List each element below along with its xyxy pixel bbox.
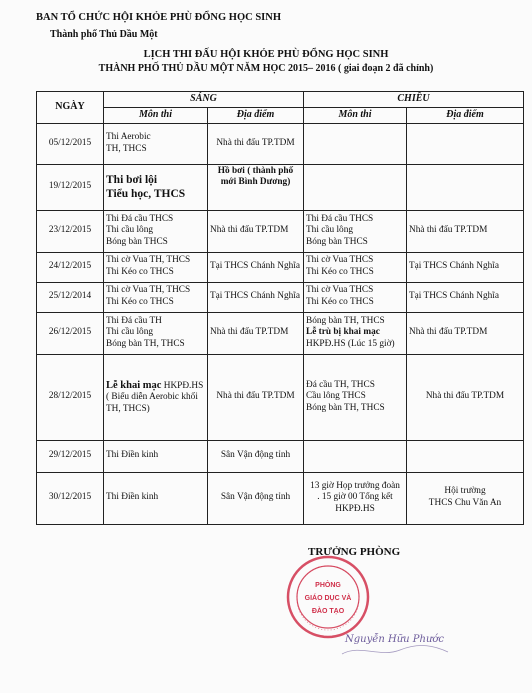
- afternoon-subject: 13 giờ Họp trưởng đoàn . 15 giờ 00 Tổng kết HKPĐ.HS: [304, 472, 407, 524]
- morning-subject: Thi Đá cầu THCS Thi cầu lông Bóng bàn THCS: [104, 210, 208, 252]
- row-day: 19/12/2015: [37, 164, 104, 210]
- afternoon-location: Tại THCS Chánh Nghĩa: [407, 252, 524, 282]
- schedule-table: [36, 91, 524, 525]
- official-stamp: [283, 552, 373, 642]
- afternoon-subject: [304, 123, 407, 164]
- col-header-morning-subject: Môn thi: [104, 107, 208, 123]
- col-header-afternoon-location: Địa điểm: [407, 107, 524, 123]
- afternoon-subject-line: Bóng bàn TH, THCS: [306, 315, 385, 326]
- col-header-morning: SÁNG: [104, 92, 304, 108]
- table-row: [37, 210, 524, 252]
- morning-subject: Thi cờ Vua TH, THCS Thi Kéo co THCS: [104, 282, 208, 312]
- morning-location: Sân Vận động tỉnh: [208, 440, 304, 472]
- svg-text:ĐÀO TẠO: ĐÀO TẠO: [311, 608, 345, 615]
- afternoon-subject-line: Lễ trù bị khai mạc: [306, 327, 380, 338]
- morning-location: Tại THCS Chánh Nghĩa: [208, 282, 304, 312]
- row-day: 28/12/2015: [37, 354, 104, 440]
- table-row: [37, 354, 524, 440]
- morning-location: Hồ bơi ( thành phố mới Bình Dương): [208, 164, 304, 210]
- morning-location: Nhà thi đấu TP.TDM: [208, 312, 304, 354]
- afternoon-subject: [304, 312, 407, 354]
- table-row: [37, 123, 524, 164]
- organizer-city: Thành phố Thủ Dầu Một: [50, 29, 158, 40]
- organizer-name: BAN TỔ CHỨC HỘI KHỎE PHÙ ĐỔNG HỌC SINH: [36, 12, 282, 23]
- table-row: [37, 312, 524, 354]
- morning-subject-highlight: Lễ khai mạc: [106, 379, 162, 391]
- afternoon-subject: Đá cầu TH, THCS Cầu lông THCS Bóng bàn TH, THCS: [304, 354, 407, 440]
- signer-title: TRƯỞNG PHÒNG: [308, 546, 401, 558]
- afternoon-location: Tại THCS Chánh Nghĩa: [407, 282, 524, 312]
- row-day: 24/12/2015: [37, 252, 104, 282]
- subheader-row: [37, 107, 524, 123]
- svg-text:GIÁO DỤC VÀ: GIÁO DỤC VÀ: [304, 595, 352, 602]
- row-day: 23/12/2015: [37, 210, 104, 252]
- afternoon-location: Nhà thi đấu TP.TDM: [407, 210, 524, 252]
- afternoon-subject: [304, 164, 407, 210]
- afternoon-subject: Thi Đá cầu THCS Thi cầu lông Bóng bàn THCS: [304, 210, 407, 252]
- row-day: 30/12/2015: [37, 472, 104, 524]
- table-row: [37, 252, 524, 282]
- morning-location: Tại THCS Chánh Nghĩa: [208, 252, 304, 282]
- morning-subject: Thi Đá cầu TH Thi cầu lông Bóng bàn TH, THCS: [104, 312, 208, 354]
- afternoon-location: [407, 164, 524, 210]
- document-title: LỊCH THI ĐẤU HỘI KHỎE PHÙ ĐỔNG HỌC SINH: [143, 49, 389, 60]
- col-header-day: NGÀY: [37, 92, 104, 124]
- header-row: [37, 92, 524, 108]
- morning-subject-note: ( Biểu diễn Aerobic khối TH, THCS): [106, 392, 198, 414]
- afternoon-location: Hội trường THCS Chu Văn An: [407, 472, 524, 524]
- row-day: 26/12/2015: [37, 312, 104, 354]
- table-row: [37, 440, 524, 472]
- col-header-afternoon: CHIỀU: [304, 92, 524, 108]
- morning-location: Nhà thi đấu TP.TDM: [208, 354, 304, 440]
- row-day: 05/12/2015: [37, 123, 104, 164]
- morning-subject: Thi cờ Vua TH, THCS Thi Kéo co THCS: [104, 252, 208, 282]
- afternoon-subject: Thi cờ Vua THCS Thi Kéo co THCS: [304, 252, 407, 282]
- col-header-morning-location: Địa điểm: [208, 107, 304, 123]
- morning-subject-text: HKPĐ.HS: [161, 380, 204, 391]
- afternoon-subject: Thi cờ Vua THCS Thi Kéo co THCS: [304, 282, 407, 312]
- table-row: [37, 164, 524, 210]
- afternoon-location: Nhà thi đấu TP.TDM: [407, 354, 524, 440]
- afternoon-location: [407, 440, 524, 472]
- morning-subject: Thi bơi lội Tiểu học, THCS: [104, 164, 208, 210]
- morning-subject: Thi Điền kinh: [104, 472, 208, 524]
- morning-subject: [104, 354, 208, 440]
- morning-location: Nhà thi đấu TP.TDM: [208, 123, 304, 164]
- morning-subject: Thi Aerobic TH, THCS: [104, 123, 208, 164]
- signer-name: Nguyễn Hữu Phước: [345, 634, 445, 645]
- afternoon-subject: [304, 440, 407, 472]
- row-day: 25/12/2014: [37, 282, 104, 312]
- document-subtitle: THÀNH PHỐ THỦ DẦU MỘT NĂM HỌC 2015– 2016 ( giai đoạn 2 đã chỉnh): [98, 63, 434, 74]
- morning-location: Sân Vận động tỉnh: [208, 472, 304, 524]
- afternoon-location: [407, 123, 524, 164]
- table-row: [37, 282, 524, 312]
- col-header-afternoon-subject: Môn thi: [304, 107, 407, 123]
- row-day: 29/12/2015: [37, 440, 104, 472]
- afternoon-location: Nhà thi đấu TP.TDM: [407, 312, 524, 354]
- svg-text:PHÒNG: PHÒNG: [315, 582, 341, 589]
- table-row: [37, 472, 524, 524]
- afternoon-subject-line: HKPĐ.HS (Lúc 15 giờ): [306, 338, 395, 349]
- morning-subject: Thi Điền kinh: [104, 440, 208, 472]
- morning-location: Nhà thi đấu TP.TDM: [208, 210, 304, 252]
